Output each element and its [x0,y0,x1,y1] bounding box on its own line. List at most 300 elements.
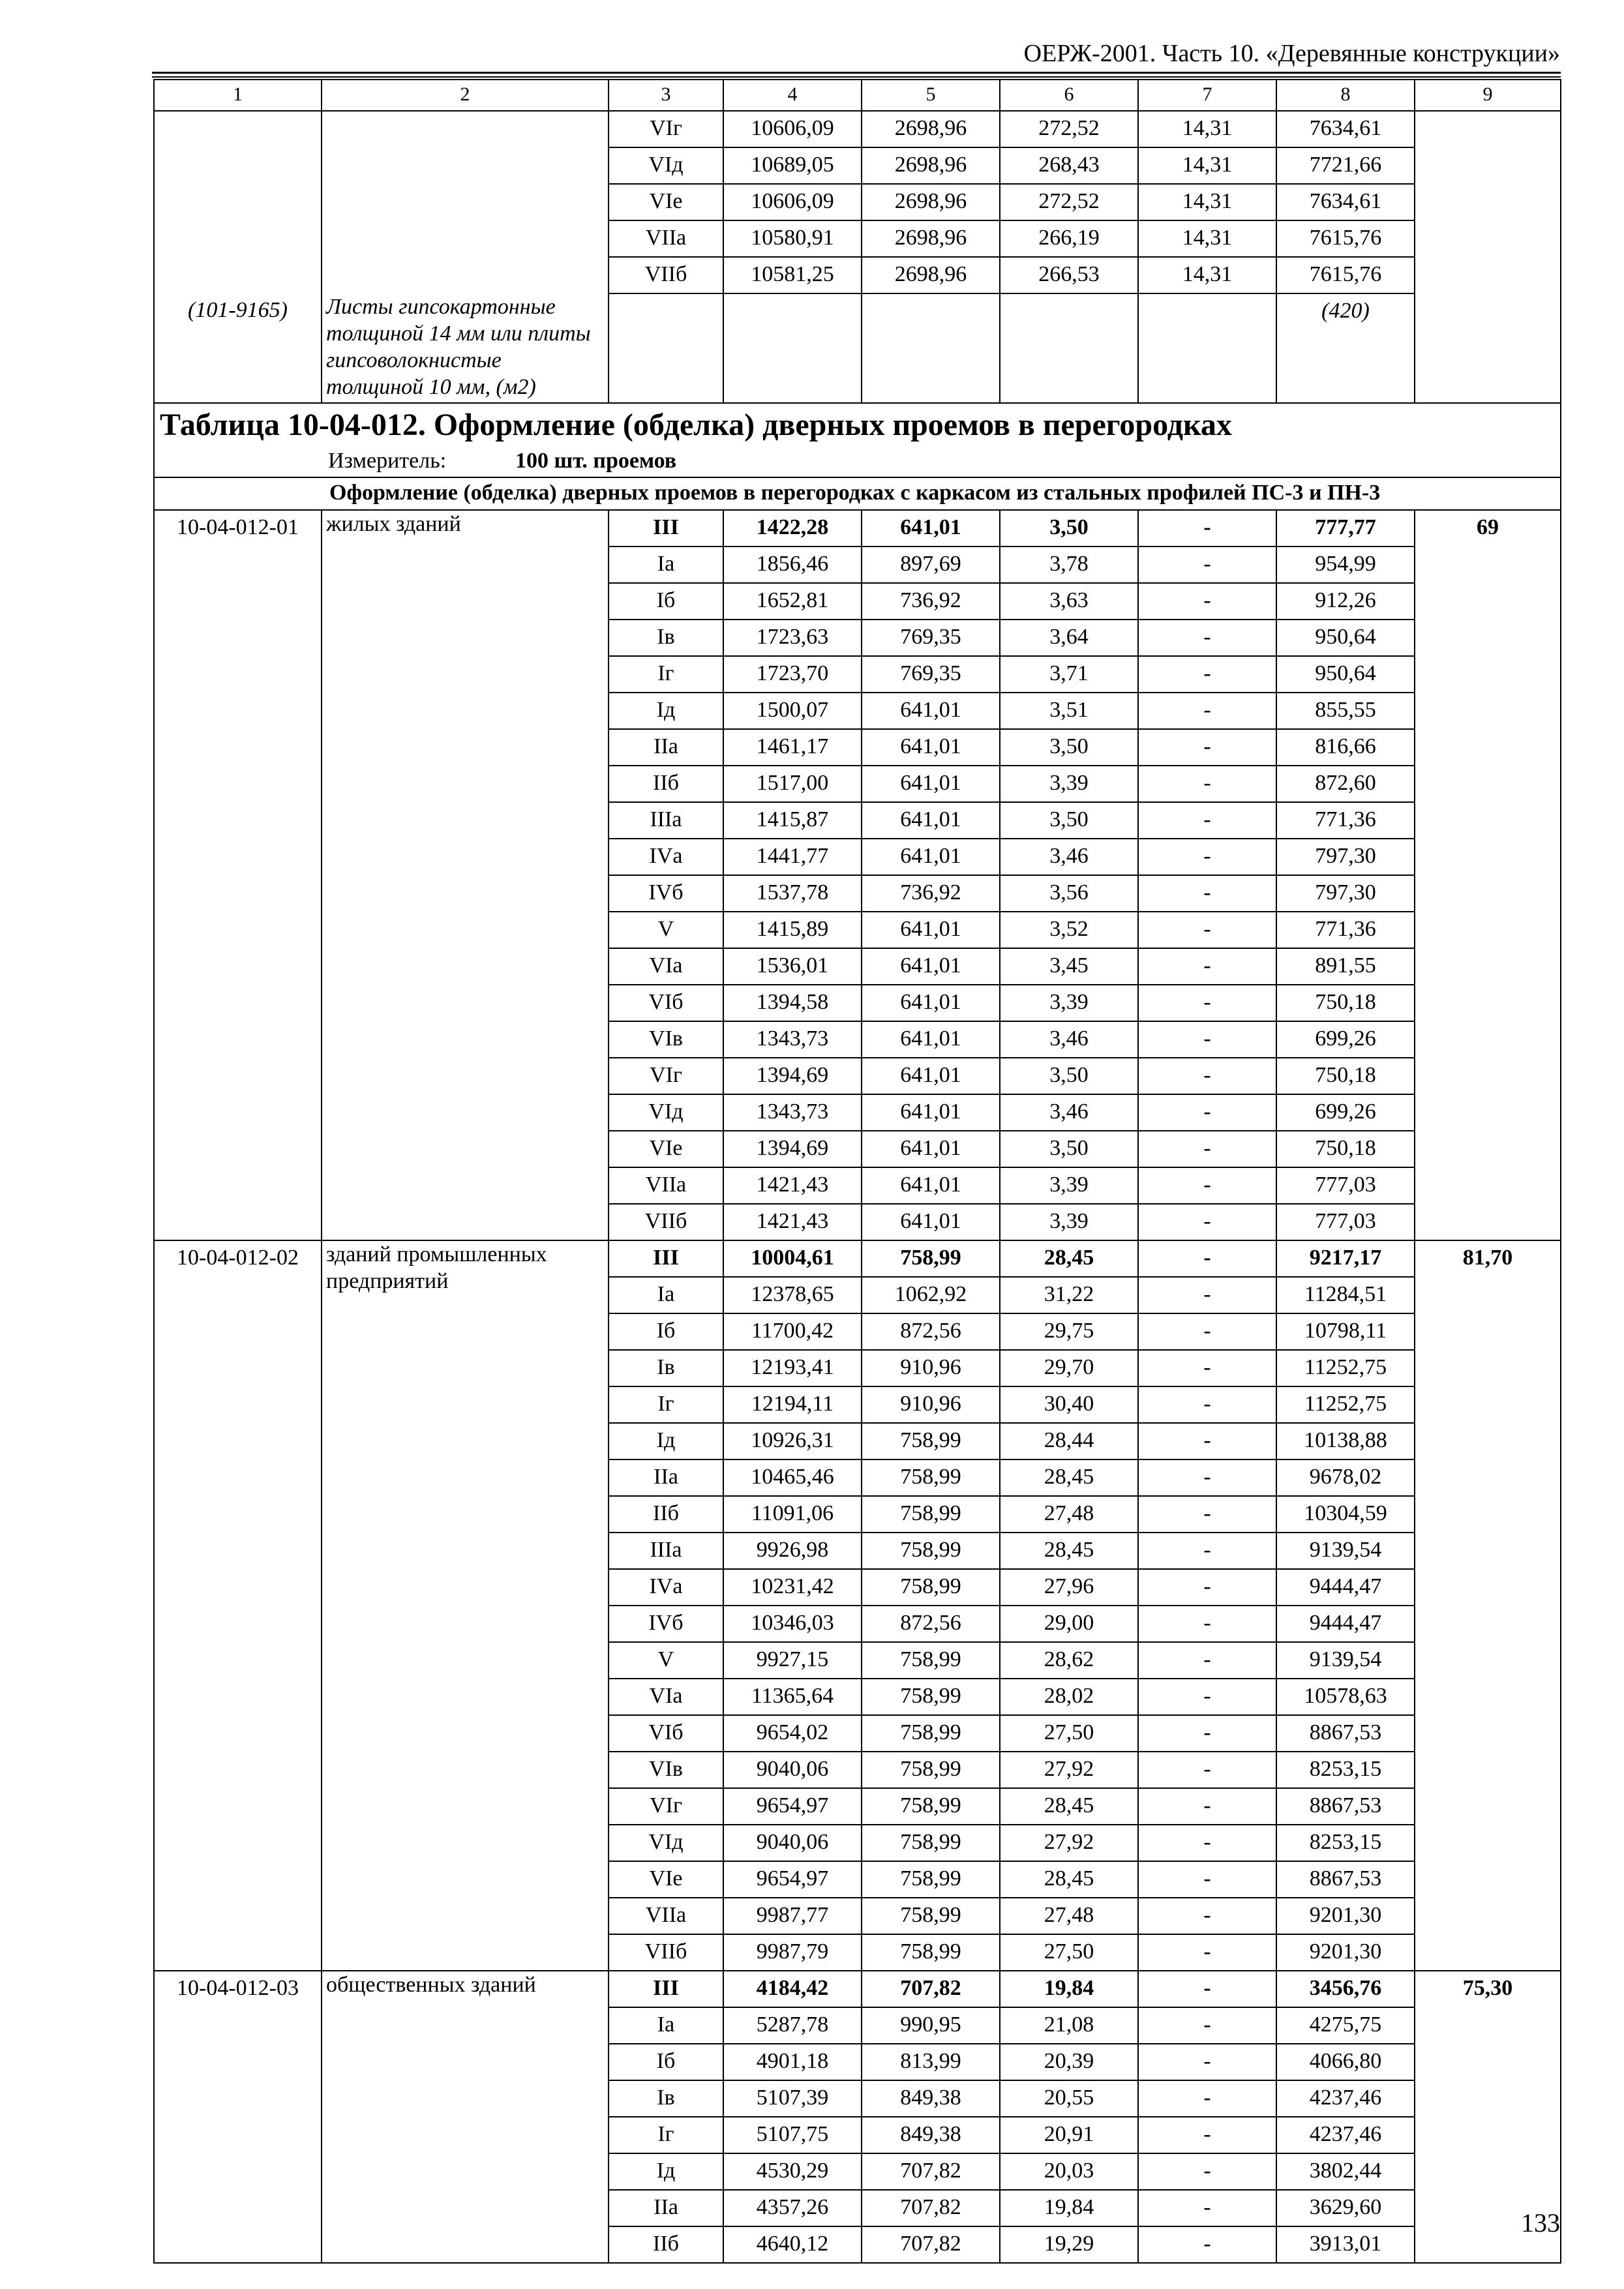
table-cell: VIе [609,184,723,220]
col9-cell [1415,1350,1561,1386]
table-cell: - [1138,2117,1276,2153]
rate-name-cell [322,1679,609,1715]
table-cell: - [1138,510,1276,546]
table-cell: - [1138,1898,1276,1934]
table-cell: 750,18 [1276,985,1415,1021]
rate-code-cell [154,1058,322,1094]
table-row [154,147,1561,184]
table-cell: 10689,05 [723,147,862,184]
table-cell: - [1138,1094,1276,1131]
table-cell: 771,36 [1276,802,1415,839]
table-cell: - [1138,912,1276,948]
measure-label: Измеритель: [328,449,447,473]
table-cell: 641,01 [862,985,1000,1021]
rate-name-cell [322,1423,609,1459]
table-row [154,546,1561,583]
col9-cell [1415,184,1561,220]
table-cell: 797,30 [1276,875,1415,912]
table-cell: 1394,58 [723,985,862,1021]
table-row [154,1313,1561,1350]
table-cell: 3,52 [1000,912,1138,948]
col9-cell: 81,70 [1415,1240,1561,1277]
table-row [154,620,1561,656]
table-cell: 29,75 [1000,1313,1138,1350]
table-row [154,948,1561,985]
table-cell: VIIа [609,220,723,257]
table-cell: VIб [609,985,723,1021]
table-cell: 10138,88 [1276,1423,1415,1459]
table-cell: 10465,46 [723,1459,862,1496]
col9-cell [1415,1861,1561,1898]
table-cell: 777,03 [1276,1204,1415,1240]
table-cell: 1394,69 [723,1131,862,1167]
table-cell: 12378,65 [723,1277,862,1313]
column-number-cell: 5 [862,80,1000,111]
resource-code-cell [154,184,322,220]
rate-code-cell [154,2117,322,2153]
table-subtitle: Оформление (обделка) дверных проемов в перегородках с каркасом из стальных профилей ПС-3 и ПН-3 [154,477,1561,510]
table-cell: 872,60 [1276,766,1415,802]
rate-code-cell [154,839,322,875]
table-cell: 3,46 [1000,839,1138,875]
col9-cell [1415,693,1561,729]
table-cell: 9139,54 [1276,1642,1415,1679]
table-row [154,1058,1561,1094]
table-cell: 27,50 [1000,1934,1138,1971]
table-cell: 816,66 [1276,729,1415,766]
column-number-cell: 8 [1276,80,1415,111]
table-cell: - [1138,693,1276,729]
table-cell: - [1138,583,1276,620]
table-cell: - [1138,1861,1276,1898]
rate-name-cell [322,948,609,985]
table-cell: 1343,73 [723,1094,862,1131]
rate-code-cell [154,1788,322,1825]
table-cell: VIг [609,111,723,147]
rate-name-cell [322,1861,609,1898]
resource-code-cell [154,220,322,257]
table-cell: - [1138,1021,1276,1058]
table-cell: 11700,42 [723,1313,862,1350]
table-cell: - [1138,766,1276,802]
table-cell: 2698,96 [862,257,1000,293]
table-cell: - [1138,1350,1276,1386]
table-cell: 1500,07 [723,693,862,729]
rate-name-cell [322,1569,609,1606]
table-cell: 14,31 [1138,257,1276,293]
table-cell: - [1138,620,1276,656]
rate-code-cell [154,1094,322,1131]
table-cell: Iв [609,2080,723,2117]
table-cell: - [1138,1569,1276,1606]
rate-name-cell [322,2153,609,2190]
rate-name-cell [322,1496,609,1533]
rate-name-cell [322,1313,609,1350]
resource-code-cell: (101-9165) [154,293,322,403]
table-cell: 20,03 [1000,2153,1138,2190]
table-cell: VIа [609,1679,723,1715]
table-cell: 641,01 [862,1021,1000,1058]
table-row [154,1861,1561,1898]
table-cell: 11252,75 [1276,1386,1415,1423]
table-cell: 10606,09 [723,184,862,220]
table-cell: 14,31 [1138,184,1276,220]
table-cell: 3456,76 [1276,1971,1415,2007]
table-cell: 641,01 [862,802,1000,839]
table-row [154,802,1561,839]
table-cell: 10606,09 [723,111,862,147]
table-cell: 769,35 [862,656,1000,693]
table-cell: 4237,46 [1276,2080,1415,2117]
rate-name-cell [322,766,609,802]
table-cell: - [1138,729,1276,766]
table-cell: 1723,70 [723,656,862,693]
subtitle-row [154,477,1561,510]
col9-cell [1415,1204,1561,1240]
table-cell: 2698,96 [862,184,1000,220]
table-body [154,80,1561,2263]
table-cell: 758,99 [862,1533,1000,1569]
table-cell: 9987,77 [723,1898,862,1934]
table-cell: 11365,64 [723,1679,862,1715]
rate-name-cell [322,1021,609,1058]
resource-name-cell [322,111,609,147]
rate-code-cell: 10-04-012-01 [154,510,322,546]
table-cell: 910,96 [862,1386,1000,1423]
table-cell: 699,26 [1276,1094,1415,1131]
table-cell: 2698,96 [862,147,1000,184]
rate-code-cell [154,1350,322,1386]
table-row [154,1606,1561,1642]
table-cell: 1723,63 [723,620,862,656]
table-cell: 758,99 [862,1496,1000,1533]
table-cell: - [1138,948,1276,985]
table-row [154,1898,1561,1934]
table-cell: III [609,510,723,546]
table-cell: VIб [609,1715,723,1752]
table-row [154,1679,1561,1715]
table-cell: 266,53 [1000,257,1138,293]
col9-cell [1415,1131,1561,1167]
table-cell: 758,99 [862,1752,1000,1788]
table-title: Таблица 10-04-012. Оформление (обделка) дверных проемов в перегородках [154,403,1561,447]
table-cell: - [1138,2190,1276,2226]
table-cell: - [1138,2226,1276,2263]
rate-name-cell [322,2226,609,2263]
table-cell: - [1138,1204,1276,1240]
table-cell: Iг [609,1386,723,1423]
table-cell: - [1138,1313,1276,1350]
table-cell: Iг [609,2117,723,2153]
rate-name-cell [322,546,609,583]
table-cell: 4275,75 [1276,2007,1415,2044]
col9-cell [1415,766,1561,802]
table-cell: 910,96 [862,1350,1000,1386]
table-row [154,583,1561,620]
table-row [154,1423,1561,1459]
rate-code-cell [154,912,322,948]
col9-cell [1415,729,1561,766]
table-cell: 4237,46 [1276,2117,1415,2153]
rate-code-cell [154,2080,322,2117]
table-cell: - [1138,1386,1276,1423]
rate-code-cell [154,875,322,912]
table-cell: 7634,61 [1276,184,1415,220]
table-cell: 9139,54 [1276,1533,1415,1569]
table-cell: 1517,00 [723,766,862,802]
table-cell: 1394,69 [723,1058,862,1094]
table-cell: 641,01 [862,912,1000,948]
table-cell: Iа [609,1277,723,1313]
table-cell: 14,31 [1138,147,1276,184]
table-cell: 4640,12 [723,2226,862,2263]
table-cell: IIIа [609,802,723,839]
table-cell: 27,92 [1000,1825,1138,1861]
table-cell: 707,82 [862,2153,1000,2190]
rate-code-cell [154,1313,322,1350]
table-cell: Iб [609,583,723,620]
rate-code-cell [154,1204,322,1240]
table-cell: 28,02 [1000,1679,1138,1715]
table-cell: 758,99 [862,1569,1000,1606]
col9-cell: 75,30 [1415,1971,1561,2007]
col9-cell [1415,985,1561,1021]
col9-cell: 69 [1415,510,1561,546]
table-cell: 27,48 [1000,1496,1138,1533]
table-cell: Iг [609,656,723,693]
rate-name-cell [322,656,609,693]
table-cell: - [1138,1715,1276,1752]
table-cell: 641,01 [862,693,1000,729]
table-cell: 19,84 [1000,2190,1138,2226]
table-cell: IVа [609,839,723,875]
column-number-cell: 1 [154,80,322,111]
table-cell: VIг [609,1058,723,1094]
rate-name-cell [322,2080,609,2117]
table-cell: 8253,15 [1276,1825,1415,1861]
col9-cell [1415,620,1561,656]
table-cell: 29,00 [1000,1606,1138,1642]
col9-cell [1415,2044,1561,2080]
rate-code-cell [154,1386,322,1423]
table-row [154,2117,1561,2153]
rate-code-cell [154,2044,322,2080]
rate-code-cell [154,2153,322,2190]
table-cell: 10926,31 [723,1423,862,1459]
rate-code-cell [154,1934,322,1971]
table-cell: 707,82 [862,1971,1000,2007]
table-cell: 3,46 [1000,1094,1138,1131]
table-row [154,1496,1561,1533]
col9-cell [1415,1021,1561,1058]
table-cell: 849,38 [862,2117,1000,2153]
rate-code-cell [154,546,322,583]
table-row [154,1094,1561,1131]
rate-code-cell [154,802,322,839]
table-cell [1000,293,1138,403]
rate-name-cell [322,583,609,620]
table-row [154,1825,1561,1861]
column-number-cell: 3 [609,80,723,111]
rate-code-cell: 10-04-012-02 [154,1240,322,1277]
header-rule-thin [152,76,1561,78]
table-cell: 272,52 [1000,111,1138,147]
table-cell: - [1138,1533,1276,1569]
table-cell: 10798,11 [1276,1313,1415,1350]
resource-name-cell [322,257,609,293]
table-cell: 641,01 [862,948,1000,985]
col9-cell [1415,1423,1561,1459]
rate-name-cell [322,1240,609,1293]
table-cell: - [1138,1679,1276,1715]
table-cell: 19,84 [1000,1971,1138,2007]
rate-code-cell [154,1752,322,1788]
col9-cell [1415,948,1561,985]
table-row [154,220,1561,257]
table-cell: 9987,79 [723,1934,862,1971]
col9-cell [1415,1679,1561,1715]
table-row [154,1533,1561,1569]
table-cell: 9444,47 [1276,1606,1415,1642]
table-cell: 11091,06 [723,1496,862,1533]
table-cell: Iд [609,2153,723,2190]
table-cell: 11284,51 [1276,1277,1415,1313]
table-cell: 9201,30 [1276,1898,1415,1934]
table-cell: 1856,46 [723,546,862,583]
table-cell: 9654,02 [723,1715,862,1752]
table-cell: Iб [609,2044,723,2080]
rate-name-cell [322,729,609,766]
table-cell: - [1138,1131,1276,1167]
page-header: ОЕРЖ-2001. Часть 10. «Деревянные конструкции» [1023,40,1560,67]
table-row [154,2007,1561,2044]
rate-code-cell [154,729,322,766]
table-cell: VIд [609,1825,723,1861]
table-row [154,912,1561,948]
table-cell: 9654,97 [723,1788,862,1825]
rate-name-cell [322,1058,609,1094]
table-row [154,1240,1561,1277]
table-cell: IVб [609,1606,723,1642]
table-cell: - [1138,802,1276,839]
rate-name-cell [322,1825,609,1861]
table-cell: 897,69 [862,546,1000,583]
table-cell [609,293,723,403]
table-cell: 27,48 [1000,1898,1138,1934]
table-cell: 10581,25 [723,257,862,293]
table-cell: 10304,59 [1276,1496,1415,1533]
table-row [154,510,1561,546]
rate-code-cell [154,1496,322,1533]
col9-cell [1415,220,1561,257]
table-cell: 707,82 [862,2226,1000,2263]
measure-row [154,447,1561,477]
rate-code-cell [154,1021,322,1058]
table-cell: 758,99 [862,1679,1000,1715]
rate-code-cell: 10-04-012-03 [154,1971,322,2007]
table-cell: 641,01 [862,1058,1000,1094]
col9-cell [1415,1752,1561,1788]
table-cell: 14,31 [1138,220,1276,257]
table-cell: 19,29 [1000,2226,1138,2263]
table-cell: 1536,01 [723,948,862,985]
measure-cell [154,447,1561,477]
rate-name-cell [322,1459,609,1496]
col9-cell [1415,1642,1561,1679]
table-cell: 641,01 [862,766,1000,802]
table-cell: 855,55 [1276,693,1415,729]
table-row [154,2080,1561,2117]
col9-cell [1415,1533,1561,1569]
rate-code-cell [154,985,322,1021]
table-cell: VIа [609,948,723,985]
table-cell: 4066,80 [1276,2044,1415,2080]
table-cell: 9926,98 [723,1533,862,1569]
table-cell: IIIа [609,1533,723,1569]
rate-code-cell [154,1606,322,1642]
table-cell: Iа [609,546,723,583]
table-cell: 1415,89 [723,912,862,948]
table-cell: 20,39 [1000,2044,1138,2080]
col9-cell [1415,912,1561,948]
table-cell: 769,35 [862,620,1000,656]
rate-name-cell [322,802,609,839]
table-cell: Iа [609,2007,723,2044]
table-row [154,729,1561,766]
name-text: зданий промышленных предприятий [326,1242,547,1293]
table-cell: - [1138,1058,1276,1094]
rate-code-cell [154,693,322,729]
table-cell: 12194,11 [723,1386,862,1423]
table-cell: 2698,96 [862,220,1000,257]
table-cell: VIв [609,1021,723,1058]
table-cell [1138,293,1276,403]
rate-name-cell [322,985,609,1021]
name-text: Листы гипсокартонные толщиной 14 мм или плиты гипсоволокнистые толщиной 10 мм, (м2) [326,295,591,399]
table-cell: 20,91 [1000,2117,1138,2153]
table-cell: 3,56 [1000,875,1138,912]
table-cell: VIе [609,1131,723,1167]
table-cell: 758,99 [862,1825,1000,1861]
table-cell: - [1138,1606,1276,1642]
table-row [154,2153,1561,2190]
table-cell: - [1138,2044,1276,2080]
table-cell: 699,26 [1276,1021,1415,1058]
table-cell: 3802,44 [1276,2153,1415,2190]
table-cell: 3,39 [1000,1167,1138,1204]
table-row [154,656,1561,693]
col9-cell [1415,583,1561,620]
table-cell: 3,39 [1000,1204,1138,1240]
table-cell: 9040,06 [723,1752,862,1788]
table-cell: 758,99 [862,1898,1000,1934]
table-cell: 891,55 [1276,948,1415,985]
table-row [154,111,1561,147]
col9-cell [1415,1934,1561,1971]
table-cell: 736,92 [862,583,1000,620]
table-cell: IIа [609,1459,723,1496]
table-cell: 1415,87 [723,802,862,839]
table-cell: - [1138,839,1276,875]
table-cell: 10580,91 [723,220,862,257]
table-row [154,1569,1561,1606]
table-cell: 28,45 [1000,1788,1138,1825]
table-cell: 28,45 [1000,1459,1138,1496]
table-cell: 758,99 [862,1788,1000,1825]
rate-code-cell [154,2007,322,2044]
table-cell: 29,70 [1000,1350,1138,1386]
col9-cell [1415,2153,1561,2190]
